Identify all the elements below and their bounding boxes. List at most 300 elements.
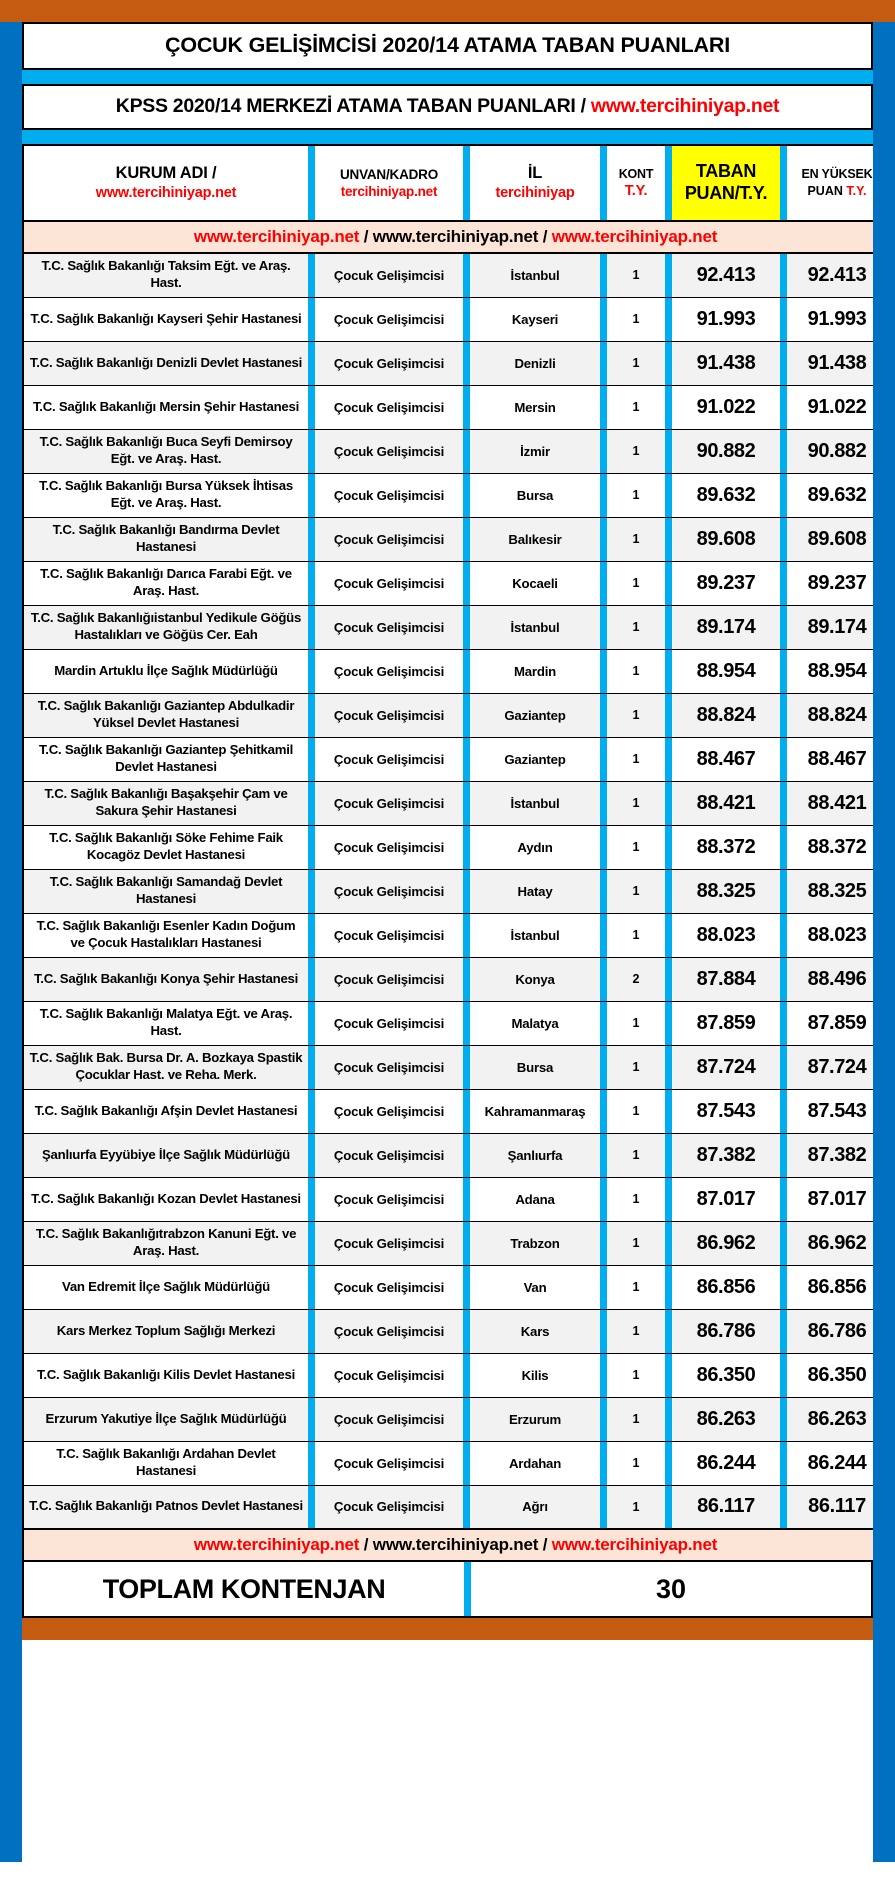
cell-kurum bbox=[23, 605, 308, 649]
row-separator-5 bbox=[780, 429, 787, 473]
cell-taban-puan-text: 87.382 bbox=[696, 1143, 756, 1166]
cell-en-yuksek-puan-text: 91.438 bbox=[807, 351, 867, 374]
cell-en-yuksek-puan-text: 88.372 bbox=[807, 835, 867, 858]
cell-kurum bbox=[23, 1001, 308, 1045]
cell-en-yuksek-puan-text: 86.117 bbox=[808, 1495, 866, 1518]
row-separator-1 bbox=[308, 1221, 315, 1265]
cell-kont bbox=[607, 517, 665, 561]
subtitle-site-link[interactable]: www.tercihiniyap.net bbox=[590, 95, 780, 117]
cell-il bbox=[470, 957, 600, 1001]
cell-kont-text: 1 bbox=[632, 1280, 640, 1294]
cell-unvan-text: Çocuk Gelişimcisi bbox=[333, 1499, 445, 1515]
table-row bbox=[23, 341, 888, 385]
cell-kont-text: 2 bbox=[632, 972, 640, 986]
row-separator-4 bbox=[665, 297, 672, 341]
promo-bottom-link-2[interactable]: www.tercihiniyap.net bbox=[372, 1535, 539, 1554]
cell-taban-puan-text: 87.017 bbox=[696, 1187, 756, 1210]
cell-kurum bbox=[23, 1485, 308, 1529]
cell-unvan bbox=[315, 737, 463, 781]
table-row bbox=[23, 1089, 888, 1133]
promo-link-3[interactable]: www.tercihiniyap.net bbox=[551, 227, 718, 246]
cell-kurum-text: T.C. Sağlık Bakanlığı Bursa Yüksek İhtisas Eğt. ve Araş. Hast. bbox=[39, 478, 293, 510]
cell-unvan bbox=[315, 1221, 463, 1265]
cell-kurum bbox=[23, 385, 308, 429]
cell-taban-puan-text: 88.023 bbox=[696, 923, 756, 946]
cell-kurum-text: T.C. Sağlık Bakanlığı Kilis Devlet Hastanesi bbox=[37, 1366, 295, 1382]
cell-kurum-text: T.C. Sağlık Bakanlığı Darıca Farabi Eğt. ve Araş. Hast. bbox=[40, 566, 292, 598]
taban-header-line1: TABAN bbox=[695, 161, 757, 182]
cell-unvan-text: Çocuk Gelişimcisi bbox=[333, 795, 445, 811]
row-separator-2 bbox=[463, 869, 470, 913]
row-separator-5 bbox=[780, 561, 787, 605]
cell-unvan bbox=[315, 649, 463, 693]
cell-kont-text: 1 bbox=[632, 708, 640, 722]
promo-bottom-sep-1: / bbox=[359, 1535, 373, 1554]
cell-il bbox=[470, 693, 600, 737]
cell-il-text: Konya bbox=[515, 971, 555, 987]
cell-il bbox=[470, 869, 600, 913]
cell-kurum-text: T.C. Sağlık Bakanlığı Söke Fehime Faik Kocagöz Devlet Hastanesi bbox=[49, 830, 283, 862]
row-separator-2 bbox=[463, 913, 470, 957]
cell-unvan bbox=[315, 561, 463, 605]
table-row bbox=[23, 781, 888, 825]
subtitle-bar bbox=[22, 84, 873, 130]
cell-il-text: İzmir bbox=[520, 443, 550, 459]
cell-kont-text: 1 bbox=[632, 312, 640, 326]
table-row bbox=[23, 605, 888, 649]
total-row bbox=[22, 1562, 873, 1618]
cell-il bbox=[470, 649, 600, 693]
cell-il bbox=[470, 913, 600, 957]
cell-unvan bbox=[315, 1353, 463, 1397]
taban-header-line2: PUAN/T.Y. bbox=[684, 183, 768, 203]
table-row bbox=[23, 825, 888, 869]
row-separator-4 bbox=[665, 1353, 672, 1397]
cell-il-text: Kars bbox=[520, 1323, 550, 1339]
cell-kurum-text: T.C. Sağlık Bakanlığı Konya Şehir Hastanesi bbox=[33, 970, 299, 986]
cell-unvan bbox=[315, 1089, 463, 1133]
row-separator-1 bbox=[308, 561, 315, 605]
row-separator-4 bbox=[665, 429, 672, 473]
table-row bbox=[23, 253, 888, 297]
table-row bbox=[23, 1045, 888, 1089]
cell-kont bbox=[607, 1177, 665, 1221]
row-separator-2 bbox=[463, 1309, 470, 1353]
cell-unvan bbox=[315, 1441, 463, 1485]
cell-taban-puan bbox=[672, 1001, 780, 1045]
cell-kurum-text: T.C. Sağlık Bakanlığı Ardahan Devlet Hastanesi bbox=[56, 1446, 276, 1478]
row-separator-2 bbox=[463, 957, 470, 1001]
cell-kont bbox=[607, 825, 665, 869]
row-separator-1 bbox=[308, 253, 315, 297]
row-separator-1 bbox=[308, 957, 315, 1001]
row-separator-5 bbox=[780, 297, 787, 341]
cell-kurum-text: Van Edremit İlçe Sağlık Müdürlüğü bbox=[62, 1278, 270, 1294]
cell-unvan-text: Çocuk Gelişimcisi bbox=[333, 1059, 445, 1075]
row-separator-4 bbox=[665, 957, 672, 1001]
row-separator-3 bbox=[600, 253, 607, 297]
cell-kont-text: 1 bbox=[632, 576, 640, 590]
row-separator-2 bbox=[463, 297, 470, 341]
right-blue-rail bbox=[873, 22, 895, 1862]
cell-kurum bbox=[23, 869, 308, 913]
row-separator-4 bbox=[665, 1177, 672, 1221]
cell-en-yuksek-puan-text: 86.263 bbox=[807, 1407, 867, 1430]
scores-table bbox=[22, 144, 889, 1562]
cell-taban-puan bbox=[672, 957, 780, 1001]
cell-kont-text: 1 bbox=[632, 356, 640, 370]
cell-unvan bbox=[315, 1001, 463, 1045]
cell-unvan-text: Çocuk Gelişimcisi bbox=[333, 663, 445, 679]
cell-unvan bbox=[315, 693, 463, 737]
row-separator-4 bbox=[665, 1133, 672, 1177]
row-separator-1 bbox=[308, 517, 315, 561]
cell-kurum-text: T.C. Sağlık Bakanlığı Patnos Devlet Hastanesi bbox=[29, 1498, 303, 1514]
cell-kurum-text: T.C. Sağlık Bakanlığıtrabzon Kanuni Eğt. ve Araş. Hast. bbox=[35, 1226, 297, 1258]
cell-taban-puan bbox=[672, 297, 780, 341]
cell-kurum bbox=[23, 561, 308, 605]
table-row bbox=[23, 869, 888, 913]
row-separator-3 bbox=[600, 781, 607, 825]
kurum-header-site: www.tercihiniyap.net bbox=[95, 185, 237, 202]
row-separator-1 bbox=[308, 649, 315, 693]
cell-kurum bbox=[23, 1177, 308, 1221]
row-separator-4 bbox=[665, 473, 672, 517]
table-row bbox=[23, 1485, 888, 1529]
row-separator-3 bbox=[600, 1045, 607, 1089]
cell-unvan-text: Çocuk Gelişimcisi bbox=[333, 1147, 445, 1163]
cell-il-text: Şanlıurfa bbox=[507, 1147, 563, 1163]
row-separator-4 bbox=[665, 1309, 672, 1353]
promo-bottom-link-1[interactable]: www.tercihiniyap.net bbox=[193, 1535, 360, 1554]
unvan-header-site: tercihiniyap.net bbox=[340, 183, 438, 199]
cell-kurum bbox=[23, 473, 308, 517]
cell-kurum bbox=[23, 1089, 308, 1133]
promo-link-2[interactable]: www.tercihiniyap.net bbox=[372, 227, 539, 246]
cell-unvan bbox=[315, 385, 463, 429]
cell-unvan-text: Çocuk Gelişimcisi bbox=[333, 1235, 445, 1251]
cell-kont bbox=[607, 781, 665, 825]
row-separator-4 bbox=[665, 825, 672, 869]
row-separator-1 bbox=[308, 1045, 315, 1089]
cell-kurum-text: T.C. Sağlık Bakanlığı Mersin Şehir Hastanesi bbox=[32, 398, 300, 414]
row-separator-5 bbox=[780, 473, 787, 517]
cell-kurum bbox=[23, 517, 308, 561]
cell-unvan-text: Çocuk Gelişimcisi bbox=[333, 1103, 445, 1119]
row-separator-3 bbox=[600, 341, 607, 385]
cell-kurum bbox=[23, 1441, 308, 1485]
cell-kont bbox=[607, 561, 665, 605]
kont-header-line2: T.Y. bbox=[624, 182, 648, 199]
column-header-il bbox=[470, 145, 600, 221]
cell-en-yuksek-puan-text: 88.467 bbox=[807, 747, 867, 770]
row-separator-4 bbox=[665, 737, 672, 781]
cell-il-text: İstanbul bbox=[510, 619, 560, 635]
table-row bbox=[23, 1221, 888, 1265]
row-separator-5 bbox=[780, 1441, 787, 1485]
cell-en-yuksek-puan-text: 89.237 bbox=[807, 571, 867, 594]
row-separator-4 bbox=[665, 869, 672, 913]
cell-il-text: Balıkesir bbox=[508, 531, 562, 547]
cell-il-text: Bursa bbox=[516, 487, 554, 503]
cell-unvan bbox=[315, 957, 463, 1001]
cell-il bbox=[470, 561, 600, 605]
cell-taban-puan-text: 87.884 bbox=[696, 967, 756, 990]
row-separator-5 bbox=[780, 517, 787, 561]
row-separator-3 bbox=[600, 1221, 607, 1265]
cell-taban-puan bbox=[672, 561, 780, 605]
cell-unvan bbox=[315, 253, 463, 297]
table-row bbox=[23, 913, 888, 957]
row-separator-5 bbox=[780, 1221, 787, 1265]
promo-bottom-link-3[interactable]: www.tercihiniyap.net bbox=[551, 1535, 718, 1554]
cell-il bbox=[470, 605, 600, 649]
table-row bbox=[23, 1177, 888, 1221]
cell-en-yuksek-puan-text: 86.786 bbox=[807, 1319, 867, 1342]
cell-kurum bbox=[23, 693, 308, 737]
row-separator-2 bbox=[463, 737, 470, 781]
row-separator-2 bbox=[463, 605, 470, 649]
cell-en-yuksek-puan-text: 87.382 bbox=[807, 1143, 867, 1166]
cell-taban-puan bbox=[672, 253, 780, 297]
cell-unvan bbox=[315, 1133, 463, 1177]
row-separator-3 bbox=[600, 649, 607, 693]
cell-unvan-text: Çocuk Gelişimcisi bbox=[333, 487, 445, 503]
cell-unvan bbox=[315, 913, 463, 957]
cell-kurum bbox=[23, 253, 308, 297]
cell-kont bbox=[607, 1221, 665, 1265]
cell-kont bbox=[607, 297, 665, 341]
row-separator-3 bbox=[600, 605, 607, 649]
cell-kurum bbox=[23, 341, 308, 385]
table-header bbox=[23, 145, 888, 221]
cell-il-text: Malatya bbox=[511, 1015, 559, 1031]
cell-kont-text: 1 bbox=[632, 796, 640, 810]
row-separator-1 bbox=[308, 1441, 315, 1485]
cell-taban-puan-text: 89.632 bbox=[696, 483, 756, 506]
cell-en-yuksek-puan-text: 86.350 bbox=[807, 1363, 867, 1386]
cell-il-text: Ağrı bbox=[522, 1499, 548, 1515]
header-separator-2 bbox=[463, 145, 470, 221]
row-separator-4 bbox=[665, 1441, 672, 1485]
cell-taban-puan bbox=[672, 1265, 780, 1309]
cell-kurum bbox=[23, 1353, 308, 1397]
promo-sep-1: / bbox=[359, 227, 373, 246]
cell-en-yuksek-puan-text: 87.724 bbox=[807, 1055, 867, 1078]
cell-il-text: Gaziantep bbox=[504, 751, 566, 767]
row-separator-5 bbox=[780, 385, 787, 429]
row-separator-4 bbox=[665, 1089, 672, 1133]
row-separator-5 bbox=[780, 1089, 787, 1133]
cell-taban-puan bbox=[672, 1089, 780, 1133]
row-separator-3 bbox=[600, 1177, 607, 1221]
cell-kurum-text: T.C. Sağlık Bakanlığıistanbul Yedikule Göğüs Hastalıkları ve Göğüs Cer. Eah bbox=[30, 610, 302, 642]
cell-il-text: Kahramanmaraş bbox=[484, 1103, 586, 1119]
cell-taban-puan-text: 87.859 bbox=[696, 1011, 756, 1034]
table-row bbox=[23, 1441, 888, 1485]
row-separator-3 bbox=[600, 1397, 607, 1441]
cell-kurum bbox=[23, 1221, 308, 1265]
cell-kurum-text: T.C. Sağlık Bakanlığı Samandağ Devlet Hastanesi bbox=[49, 874, 283, 906]
cell-kurum bbox=[23, 737, 308, 781]
cell-taban-puan-text: 88.325 bbox=[696, 879, 756, 902]
cell-kont bbox=[607, 737, 665, 781]
row-separator-2 bbox=[463, 1089, 470, 1133]
row-separator-5 bbox=[780, 341, 787, 385]
table-row bbox=[23, 737, 888, 781]
cell-unvan bbox=[315, 1397, 463, 1441]
cell-en-yuksek-puan-text: 86.244 bbox=[807, 1451, 867, 1474]
cell-taban-puan bbox=[672, 649, 780, 693]
row-separator-3 bbox=[600, 1353, 607, 1397]
cell-taban-puan-text: 91.438 bbox=[696, 351, 756, 374]
row-separator-5 bbox=[780, 1309, 787, 1353]
cell-kont-text: 1 bbox=[632, 1412, 640, 1426]
row-separator-2 bbox=[463, 781, 470, 825]
row-separator-1 bbox=[308, 825, 315, 869]
cell-unvan-text: Çocuk Gelişimcisi bbox=[333, 839, 445, 855]
row-separator-1 bbox=[308, 693, 315, 737]
cell-unvan-text: Çocuk Gelişimcisi bbox=[333, 1279, 445, 1295]
cell-en-yuksek-puan-text: 87.859 bbox=[807, 1011, 867, 1034]
content-area bbox=[22, 22, 873, 1618]
row-separator-4 bbox=[665, 385, 672, 429]
top-orange-band bbox=[0, 0, 895, 22]
row-separator-5 bbox=[780, 825, 787, 869]
row-separator-3 bbox=[600, 429, 607, 473]
cell-il-text: Van bbox=[523, 1279, 547, 1295]
row-separator-2 bbox=[463, 385, 470, 429]
row-separator-5 bbox=[780, 1133, 787, 1177]
cell-kont-text: 1 bbox=[632, 444, 640, 458]
cell-taban-puan-text: 86.244 bbox=[696, 1451, 756, 1474]
row-separator-4 bbox=[665, 561, 672, 605]
cell-il-text: Aydın bbox=[517, 839, 553, 855]
row-separator-4 bbox=[665, 605, 672, 649]
row-separator-2 bbox=[463, 473, 470, 517]
il-header-site: tercihiniyap bbox=[495, 185, 575, 202]
row-separator-2 bbox=[463, 1353, 470, 1397]
page-title-text: ÇOCUK GELİŞİMCİSİ 2020/14 ATAMA TABAN PUANLARI bbox=[165, 33, 730, 57]
cell-kurum bbox=[23, 297, 308, 341]
cell-kont bbox=[607, 341, 665, 385]
cell-unvan-text: Çocuk Gelişimcisi bbox=[333, 707, 445, 723]
cell-kurum bbox=[23, 1133, 308, 1177]
cell-il bbox=[470, 1397, 600, 1441]
cell-kurum bbox=[23, 1309, 308, 1353]
promo-link-1[interactable]: www.tercihiniyap.net bbox=[193, 227, 360, 246]
header-separator-1 bbox=[308, 145, 315, 221]
cell-unvan-text: Çocuk Gelişimcisi bbox=[333, 355, 445, 371]
cell-il bbox=[470, 737, 600, 781]
enyuksek-header-puan: PUAN bbox=[807, 184, 847, 198]
cell-kont bbox=[607, 473, 665, 517]
cell-kont-text: 1 bbox=[632, 664, 640, 678]
cell-en-yuksek-puan-text: 86.856 bbox=[807, 1275, 867, 1298]
cell-il-text: İstanbul bbox=[510, 795, 560, 811]
cell-unvan-text: Çocuk Gelişimcisi bbox=[333, 1411, 445, 1427]
cell-kurum-text: T.C. Sağlık Bakanlığı Denizli Devlet Hastanesi bbox=[29, 354, 303, 370]
cell-kurum bbox=[23, 429, 308, 473]
row-separator-5 bbox=[780, 913, 787, 957]
row-separator-3 bbox=[600, 517, 607, 561]
cell-kurum-text: T.C. Sağlık Bakanlığı Bandırma Devlet Hastanesi bbox=[52, 522, 280, 554]
cell-unvan-text: Çocuk Gelişimcisi bbox=[333, 883, 445, 899]
row-separator-5 bbox=[780, 1177, 787, 1221]
cell-unvan-text: Çocuk Gelişimcisi bbox=[333, 619, 445, 635]
cell-il-text: Kilis bbox=[521, 1367, 549, 1383]
cell-kurum bbox=[23, 1397, 308, 1441]
cell-taban-puan-text: 86.350 bbox=[696, 1363, 756, 1386]
cell-il bbox=[470, 1353, 600, 1397]
cell-unvan bbox=[315, 825, 463, 869]
row-separator-1 bbox=[308, 605, 315, 649]
cell-il bbox=[470, 1177, 600, 1221]
table-row bbox=[23, 517, 888, 561]
cell-kont-text: 1 bbox=[632, 400, 640, 414]
column-header-kurum bbox=[23, 145, 308, 221]
cyan-divider-top bbox=[22, 70, 873, 84]
header-separator-5 bbox=[780, 145, 787, 221]
row-separator-4 bbox=[665, 1265, 672, 1309]
row-separator-4 bbox=[665, 253, 672, 297]
cell-kurum-text: T.C. Sağlık Bakanlığı Afşin Devlet Hastanesi bbox=[34, 1102, 298, 1118]
cell-kont-text: 1 bbox=[632, 884, 640, 898]
row-separator-4 bbox=[665, 1485, 672, 1529]
row-separator-4 bbox=[665, 341, 672, 385]
row-separator-3 bbox=[600, 297, 607, 341]
cell-unvan bbox=[315, 429, 463, 473]
cell-kont bbox=[607, 1353, 665, 1397]
row-separator-3 bbox=[600, 1441, 607, 1485]
cell-kurum-text: T.C. Sağlık Bakanlığı Kozan Devlet Hastanesi bbox=[31, 1190, 301, 1206]
column-header-taban bbox=[672, 145, 780, 221]
row-separator-3 bbox=[600, 473, 607, 517]
row-separator-3 bbox=[600, 825, 607, 869]
row-separator-2 bbox=[463, 253, 470, 297]
cell-kont bbox=[607, 1265, 665, 1309]
cell-unvan-text: Çocuk Gelişimcisi bbox=[333, 1455, 445, 1471]
cell-taban-puan-text: 86.856 bbox=[696, 1275, 756, 1298]
cell-kurum-text: T.C. Sağlık Bakanlığı Gaziantep Şehitkamil Devlet Hastanesi bbox=[38, 742, 294, 774]
cell-taban-puan-text: 91.993 bbox=[696, 307, 756, 330]
cell-kurum-text: T.C. Sağlık Bakanlığı Kayseri Şehir Hastanesi bbox=[30, 310, 302, 326]
cell-unvan-text: Çocuk Gelişimcisi bbox=[333, 531, 445, 547]
table-row bbox=[23, 1397, 888, 1441]
cell-il bbox=[470, 1485, 600, 1529]
cell-en-yuksek-puan-text: 89.608 bbox=[807, 527, 867, 550]
cell-kont bbox=[607, 605, 665, 649]
cell-kont bbox=[607, 1045, 665, 1089]
subtitle-black-text: KPSS 2020/14 MERKEZİ ATAMA TABAN PUANLARI / bbox=[115, 95, 591, 117]
row-separator-4 bbox=[665, 1397, 672, 1441]
row-separator-5 bbox=[780, 869, 787, 913]
row-separator-1 bbox=[308, 341, 315, 385]
cell-kurum bbox=[23, 1045, 308, 1089]
row-separator-2 bbox=[463, 429, 470, 473]
cell-unvan-text: Çocuk Gelişimcisi bbox=[333, 267, 445, 283]
cell-kont bbox=[607, 1485, 665, 1529]
cell-en-yuksek-puan-text: 87.017 bbox=[807, 1187, 867, 1210]
table-row bbox=[23, 473, 888, 517]
cell-unvan bbox=[315, 781, 463, 825]
cell-kont-text: 1 bbox=[632, 532, 640, 546]
cell-taban-puan-text: 89.237 bbox=[696, 571, 756, 594]
row-separator-4 bbox=[665, 1045, 672, 1089]
cell-taban-puan bbox=[672, 385, 780, 429]
row-separator-5 bbox=[780, 253, 787, 297]
cell-kont-text: 1 bbox=[632, 1148, 640, 1162]
